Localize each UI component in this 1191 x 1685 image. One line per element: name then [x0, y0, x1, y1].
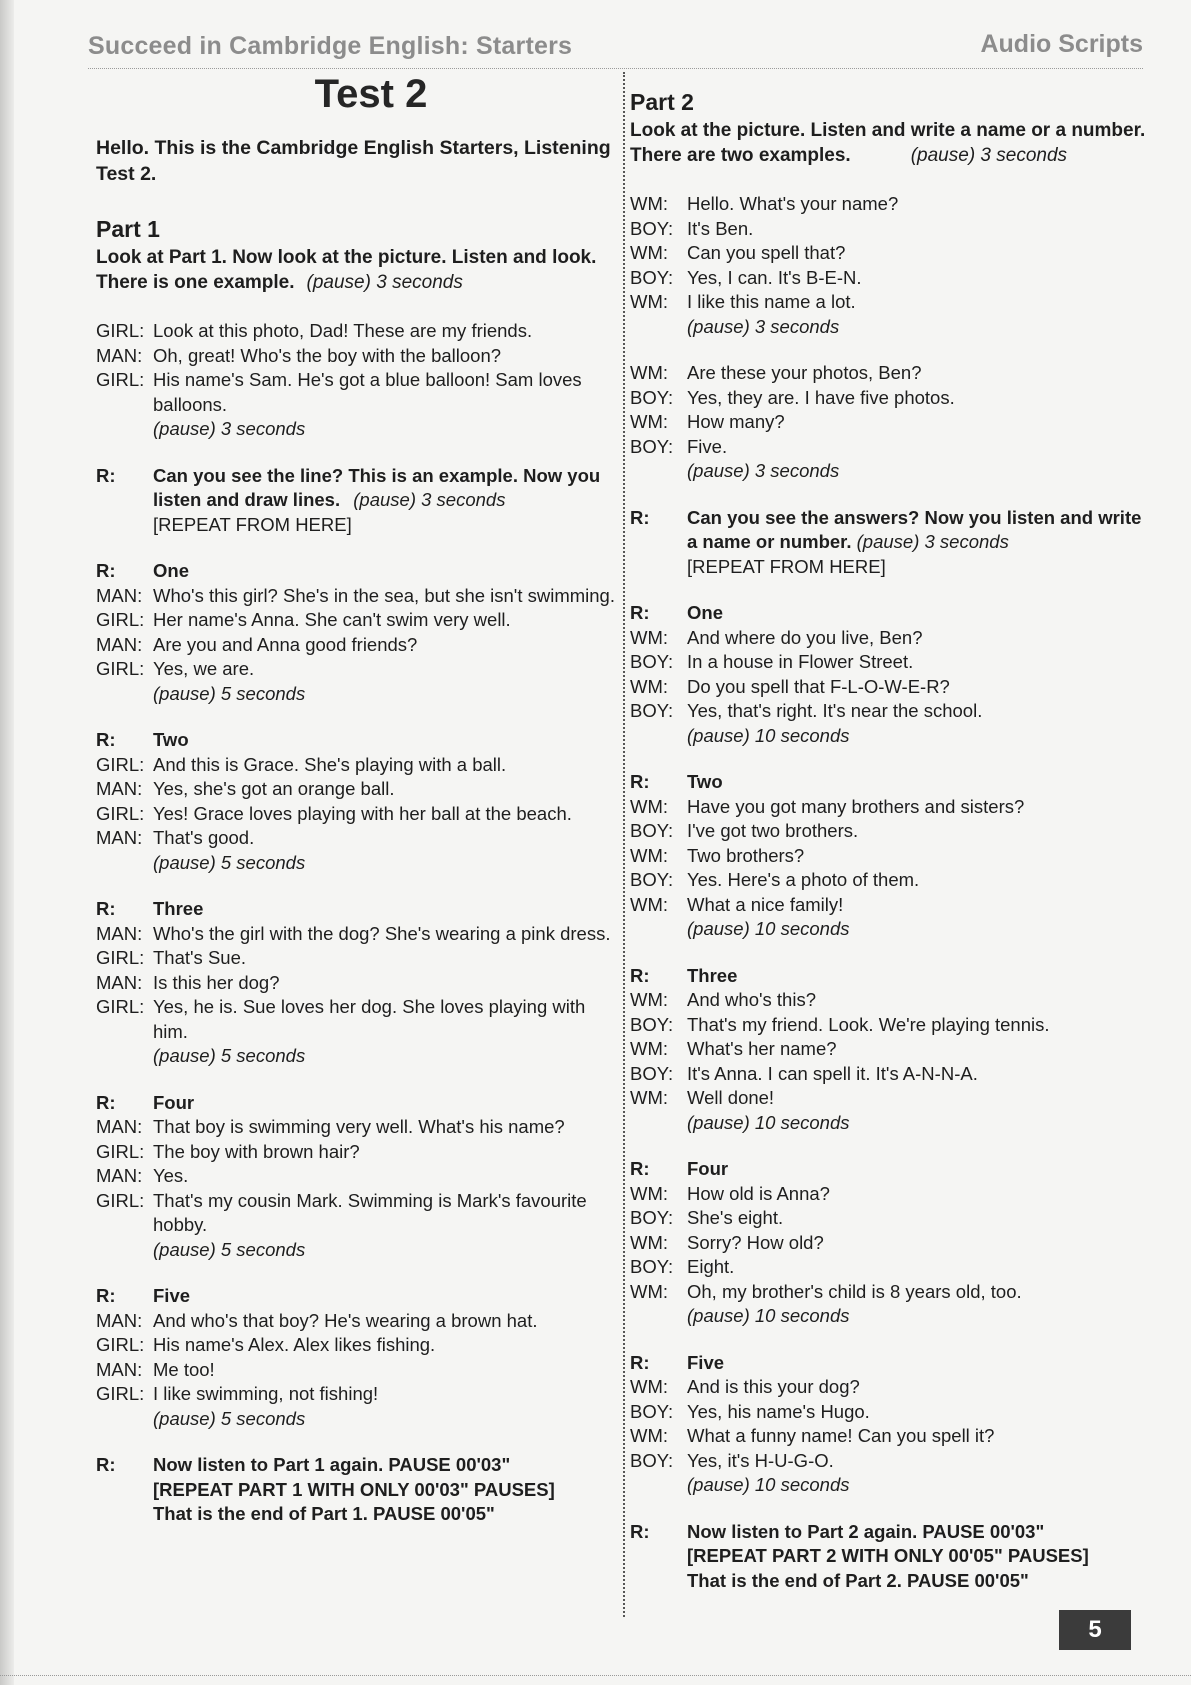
dialogue-line	[96, 608, 616, 633]
speaker-label: WM:	[630, 626, 669, 648]
dialogue-line	[630, 435, 1150, 460]
pause-note: (pause) 3 seconds	[687, 315, 840, 337]
question-block	[630, 601, 1150, 748]
pause-note: (pause) 10 seconds	[687, 1111, 850, 1133]
speaker-label: GIRL:	[96, 1383, 145, 1404]
closing-line: [REPEAT PART 1 WITH ONLY 00'03" PAUSES]	[153, 1478, 555, 1500]
dialogue-line	[96, 826, 616, 851]
speaker-label: R:	[630, 1351, 650, 1373]
speaker-label: GIRL:	[96, 658, 145, 679]
question-heading	[96, 1091, 616, 1116]
dialogue-line	[630, 410, 1150, 435]
dialogue-text: Yes, he is. Sue loves her dog. She loves playing with him.	[153, 996, 586, 1042]
part2-example1	[630, 192, 1150, 339]
speaker-label: MAN:	[96, 827, 143, 848]
dialogue-line	[96, 753, 616, 778]
speaker-label: MAN:	[96, 922, 143, 944]
dialogue-line	[630, 217, 1150, 242]
intro-text: Hello. This is the Cambridge English Starters, Listening Test 2.	[96, 137, 611, 185]
speaker-label: BOY:	[630, 1207, 674, 1228]
part2-instruction	[630, 118, 1150, 168]
pause-note: (pause) 5 seconds	[153, 682, 306, 704]
speaker-label: R:	[96, 464, 116, 486]
pause-note: (pause) 3 seconds	[153, 418, 306, 439]
speaker-label: BOY:	[630, 217, 674, 239]
dialogue-text: And where do you live, Ben?	[687, 626, 923, 648]
speaker-label: R:	[630, 1520, 650, 1542]
dialogue-text: In a house in Flower Street.	[687, 651, 914, 672]
pause-note: (pause) 5 seconds	[153, 1045, 306, 1066]
part1-r-instruction	[96, 464, 616, 538]
dialogue-line	[630, 795, 1150, 820]
pause-note: (pause) 3 seconds	[353, 489, 506, 510]
speaker-label: WM:	[630, 1087, 669, 1108]
question-title: Three	[153, 898, 204, 919]
dialogue-text: Two brothers?	[687, 844, 805, 866]
question-heading	[630, 964, 1150, 989]
dialogue-text: That's my friend. Look. We're playing tennis.	[687, 1013, 1050, 1035]
dialogue-text: I like this name a lot.	[687, 291, 856, 312]
dialogue-text: Look at this photo, Dad! These are my friends.	[153, 320, 533, 341]
question-block	[96, 1091, 616, 1263]
question-title: Four	[687, 1158, 729, 1179]
speaker-label: BOY:	[630, 1013, 674, 1035]
bottom-rule	[0, 1675, 1191, 1676]
dialogue-text: Can you spell that?	[687, 242, 846, 263]
question-heading	[96, 728, 616, 753]
dialogue-line	[630, 1255, 1150, 1280]
dialogue-lines	[630, 1375, 1150, 1473]
dialogue-text: Have you got many brothers and sisters?	[687, 795, 1025, 817]
question-block	[630, 964, 1150, 1136]
dialogue-lines	[96, 1115, 616, 1238]
part1-example	[96, 319, 616, 442]
part2-heading: Part 2	[630, 89, 694, 115]
dialogue-line	[630, 1182, 1150, 1207]
dialogue-line	[630, 1424, 1150, 1449]
dialogue-line	[630, 290, 1150, 315]
question-heading	[630, 770, 1150, 795]
r-line	[96, 464, 616, 513]
part1-items	[96, 559, 616, 1431]
speaker-label: MAN:	[96, 1165, 143, 1186]
question-title: One	[153, 560, 189, 581]
speaker-label: R:	[630, 506, 650, 528]
dialogue-line	[630, 361, 1150, 386]
dialogue-text: Yes. Here's a photo of them.	[687, 869, 920, 890]
dialogue-text: I like swimming, not fishing!	[153, 1383, 379, 1404]
dialogue-text: Is this her dog?	[153, 971, 280, 993]
question-title: Two	[687, 771, 723, 792]
part1-instruction	[96, 245, 616, 295]
dialogue-text: Well done!	[687, 1087, 775, 1108]
question-block	[96, 559, 616, 706]
dialogue-text: It's Anna. I can spell it. It's A-N-N-A.	[687, 1062, 978, 1084]
dialogue-line	[96, 368, 616, 417]
dialogue-text: And who's that boy? He's wearing a brown hat.	[153, 1309, 538, 1331]
dialogue-line	[96, 1333, 616, 1358]
dialogue-lines	[630, 192, 1150, 315]
repeat-note: [REPEAT FROM HERE]	[687, 555, 886, 577]
dialogue-line	[630, 1231, 1150, 1256]
dialogue-line	[630, 1375, 1150, 1400]
dialogue-line	[630, 868, 1150, 893]
dialogue-lines	[96, 584, 616, 682]
speaker-label: MAN:	[96, 971, 143, 993]
dialogue-text: What a funny name! Can you spell it?	[687, 1425, 995, 1446]
speaker-label: WM:	[630, 291, 669, 312]
part1-closing	[96, 1453, 616, 1527]
part2-instruction-pause: (pause) 3 seconds	[910, 145, 1068, 166]
right-column	[630, 72, 1150, 1615]
part2-closing	[630, 1520, 1150, 1594]
speaker-label: BOY:	[630, 1449, 674, 1471]
pause-note: (pause) 10 seconds	[687, 1474, 850, 1495]
closing-line: [REPEAT PART 2 WITH ONLY 00'05" PAUSES]	[687, 1545, 1089, 1566]
dialogue-text: Her name's Anna. She can't swim very well.	[153, 609, 511, 630]
column-divider	[623, 72, 625, 1617]
speaker-label: BOY:	[630, 1256, 674, 1277]
speaker-label: GIRL:	[96, 320, 145, 341]
speaker-label: BOY:	[630, 1400, 674, 1422]
speaker-label: WM:	[630, 1425, 669, 1446]
dialogue-line	[96, 922, 616, 947]
dialogue-line	[630, 1206, 1150, 1231]
dialogue-text: That boy is swimming very well. What's his name?	[153, 1116, 565, 1137]
dialogue-text: Do you spell that F-L-O-W-E-R?	[687, 675, 950, 697]
pause-note: (pause) 3 seconds	[856, 531, 1009, 552]
speaker-label: WM:	[630, 893, 669, 915]
dialogue-text: Yes.	[153, 1165, 189, 1186]
dialogue-text: Yes, they are. I have five photos.	[687, 386, 955, 408]
speaker-label: MAN:	[96, 1116, 143, 1137]
speaker-label: MAN:	[96, 778, 143, 799]
dialogue-text: Yes, she's got an orange ball.	[153, 778, 395, 799]
dialogue-line	[96, 584, 616, 609]
speaker-label: GIRL:	[96, 802, 145, 824]
dialogue-line	[630, 1280, 1150, 1305]
dialogue-text: Hello. What's your name?	[687, 193, 899, 214]
dialogue-line	[96, 1115, 616, 1140]
r-line	[630, 1520, 1150, 1594]
page-number: 5	[1059, 1610, 1131, 1650]
speaker-label: WM:	[630, 1376, 669, 1397]
speaker-label: MAN:	[96, 1309, 143, 1331]
speaker-label: R:	[630, 771, 650, 792]
dialogue-text: It's Ben.	[687, 217, 754, 239]
question-heading	[96, 559, 616, 584]
dialogue-line	[630, 1086, 1150, 1111]
dialogue-line	[630, 1449, 1150, 1474]
dialogue-text: I've got two brothers.	[687, 820, 859, 841]
dialogue-line	[630, 988, 1150, 1013]
dialogue-text: That's Sue.	[153, 947, 246, 968]
dialogue-line	[96, 1164, 616, 1189]
dialogue-text: Yes, I can. It's B-E-N.	[687, 266, 862, 288]
speaker-label: MAN:	[96, 633, 143, 655]
dialogue-line	[96, 1358, 616, 1383]
dialogue-line	[96, 1189, 616, 1238]
repeat-note: [REPEAT FROM HERE]	[153, 513, 352, 535]
dialogue-line	[630, 626, 1150, 651]
speaker-label: WM:	[630, 1038, 669, 1059]
dialogue-text: And is this your dog?	[687, 1376, 860, 1397]
dialogue-line	[630, 192, 1150, 217]
pause-note: (pause) 5 seconds	[153, 1238, 306, 1260]
dialogue-line	[96, 1140, 616, 1165]
speaker-label: BOY:	[630, 1062, 674, 1084]
question-title: Four	[153, 1091, 195, 1113]
part2-example2	[630, 361, 1150, 484]
speaker-label: WM:	[630, 795, 669, 817]
dialogue-line	[96, 633, 616, 658]
dialogue-text: Eight.	[687, 1256, 735, 1277]
dialogue-line	[630, 1013, 1150, 1038]
dialogue-text: His name's Alex. Alex likes fishing.	[153, 1334, 436, 1355]
speaker-label: BOY:	[630, 651, 674, 672]
speaker-label: MAN:	[96, 1358, 143, 1380]
part2-items	[630, 601, 1150, 1498]
speaker-label: R:	[96, 1285, 116, 1306]
question-heading	[96, 897, 616, 922]
question-heading	[630, 1351, 1150, 1376]
dialogue-lines	[630, 795, 1150, 918]
speaker-label: GIRL:	[96, 1189, 145, 1211]
pause-note: (pause) 10 seconds	[687, 724, 850, 746]
speaker-label: BOY:	[630, 386, 674, 408]
speaker-label: GIRL:	[96, 1140, 145, 1162]
dialogue-line	[630, 266, 1150, 291]
dialogue-text: Oh, my brother's child is 8 years old, too.	[687, 1280, 1022, 1302]
dialogue-lines	[630, 361, 1150, 459]
dialogue-lines	[630, 1182, 1150, 1305]
dialogue-text: Oh, great! Who's the boy with the balloon?	[153, 344, 502, 366]
dialogue-text: And who's this?	[687, 989, 816, 1010]
dialogue-line	[96, 802, 616, 827]
r-line	[630, 506, 1150, 555]
speaker-label: BOY:	[630, 869, 674, 890]
question-title: Two	[153, 729, 189, 750]
question-heading	[630, 601, 1150, 626]
speaker-label: BOY:	[630, 820, 674, 841]
dialogue-text: Yes, his name's Hugo.	[687, 1400, 870, 1422]
dialogue-lines	[96, 753, 616, 851]
dialogue-text: And this is Grace. She's playing with a ball.	[153, 753, 507, 775]
dialogue-line	[96, 657, 616, 682]
dialogue-lines	[96, 319, 616, 417]
dialogue-line	[630, 819, 1150, 844]
speaker-label: WM:	[630, 1280, 669, 1302]
dialogue-text: The boy with brown hair?	[153, 1140, 360, 1162]
series-title: Succeed in Cambridge English: Starters	[88, 32, 573, 60]
dialogue-text: Yes, it's H-U-G-O.	[687, 1449, 834, 1471]
speaker-label: R:	[96, 560, 116, 581]
dialogue-line	[96, 1309, 616, 1334]
pause-note: (pause) 5 seconds	[153, 1407, 306, 1429]
dialogue-line	[96, 946, 616, 971]
test-title: Test 2	[314, 72, 428, 116]
speaker-label: WM:	[630, 989, 669, 1010]
dialogue-text: How old is Anna?	[687, 1182, 830, 1204]
question-title: One	[687, 602, 723, 623]
left-column	[96, 72, 616, 1549]
pause-note: (pause) 3 seconds	[687, 460, 840, 481]
dialogue-text: Yes, that's right. It's near the school.	[687, 700, 983, 721]
speaker-label: BOY:	[630, 266, 674, 288]
section-title: Audio Scripts	[980, 30, 1143, 58]
dialogue-line	[96, 995, 616, 1044]
dialogue-line	[96, 1382, 616, 1407]
dialogue-line	[630, 844, 1150, 869]
dialogue-text: Yes! Grace loves playing with her ball at the beach.	[153, 802, 572, 824]
speaker-label: R:	[96, 729, 116, 750]
question-block	[630, 770, 1150, 942]
part2-instruction-text: Look at the picture. Listen and write a name or a number. There are two examples.	[630, 120, 1146, 166]
speaker-label: GIRL:	[96, 947, 145, 968]
speaker-label: WM:	[630, 675, 669, 697]
speaker-label: GIRL:	[96, 609, 145, 630]
speaker-label: BOY:	[630, 700, 674, 721]
question-block	[96, 897, 616, 1069]
dialogue-text: His name's Sam. He's got a blue balloon! Sam loves balloons.	[153, 369, 582, 415]
dialogue-text: Five.	[687, 435, 728, 457]
question-heading	[630, 1157, 1150, 1182]
speaker-label: WM:	[630, 362, 669, 383]
dialogue-text: Are these your photos, Ben?	[687, 362, 922, 383]
pause-note: (pause) 10 seconds	[687, 1305, 850, 1326]
dialogue-line	[630, 1400, 1150, 1425]
speaker-label: WM:	[630, 1182, 669, 1204]
dialogue-text: What's her name?	[687, 1038, 837, 1059]
dialogue-lines	[630, 988, 1150, 1111]
dialogue-text: Who's this girl? She's in the sea, but she isn't swimming.	[153, 584, 615, 606]
dialogue-line	[630, 893, 1150, 918]
speaker-label: R:	[630, 602, 650, 623]
speaker-label: WM:	[630, 1231, 669, 1253]
dialogue-text: That's my cousin Mark. Swimming is Mark's favourite hobby.	[153, 1189, 587, 1235]
dialogue-line	[630, 650, 1150, 675]
question-title: Five	[687, 1351, 725, 1373]
speaker-label: R:	[630, 1158, 650, 1179]
part1-instruction-pause: (pause) 3 seconds	[306, 272, 463, 293]
speaker-label: WM:	[630, 844, 669, 866]
closing-line: That is the end of Part 1. PAUSE 00'05"	[153, 1503, 495, 1524]
dialogue-text: She's eight.	[687, 1207, 784, 1228]
dialogue-line	[96, 777, 616, 802]
speaker-label: R:	[96, 1091, 116, 1113]
question-title: Three	[687, 964, 738, 986]
dialogue-text: What a nice family!	[687, 893, 844, 915]
dialogue-text: Are you and Anna good friends?	[153, 633, 418, 655]
dialogue-text: Sorry? How old?	[687, 1231, 824, 1253]
dialogue-text: Who's the girl with the dog? She's wearing a pink dress.	[153, 922, 611, 944]
dialogue-line	[630, 699, 1150, 724]
dialogue-line	[630, 241, 1150, 266]
speaker-label: GIRL:	[96, 369, 145, 390]
r-text: Can you see the line? This is an example. Now you listen and draw lines.	[153, 464, 601, 510]
question-block	[630, 1157, 1150, 1329]
speaker-label: GIRL:	[96, 996, 145, 1017]
dialogue-line	[96, 319, 616, 344]
part1-heading: Part 1	[96, 216, 160, 242]
dialogue-line	[96, 971, 616, 996]
speaker-label: GIRL:	[96, 1334, 145, 1355]
speaker-label: R:	[96, 898, 116, 919]
dialogue-text: That's good.	[153, 827, 255, 848]
speaker-label: WM:	[630, 411, 669, 432]
pause-note: (pause) 5 seconds	[153, 851, 306, 873]
speaker-label: WM:	[630, 242, 669, 263]
dialogue-lines	[96, 922, 616, 1045]
question-block	[630, 1351, 1150, 1498]
question-heading	[96, 1284, 616, 1309]
dialogue-text: How many?	[687, 411, 785, 432]
speaker-label: MAN:	[96, 344, 143, 366]
page-header	[88, 28, 1143, 69]
r-line	[96, 1453, 616, 1527]
dialogue-text: Yes, we are.	[153, 658, 255, 679]
dialogue-lines	[630, 626, 1150, 724]
closing-line: That is the end of Part 2. PAUSE 00'05"	[687, 1569, 1029, 1591]
dialogue-line	[630, 386, 1150, 411]
part1-instruction-text: Look at Part 1. Now look at the picture. Listen and look. There is one example.	[96, 247, 597, 293]
speaker-label: WM:	[630, 193, 669, 214]
dialogue-line	[630, 1037, 1150, 1062]
dialogue-line	[630, 675, 1150, 700]
scan-edge	[0, 0, 14, 1685]
dialogue-lines	[96, 1309, 616, 1407]
question-title: Five	[153, 1285, 191, 1306]
speaker-label: GIRL:	[96, 753, 145, 775]
pause-note: (pause) 10 seconds	[687, 918, 850, 939]
question-block	[96, 1284, 616, 1431]
dialogue-line	[630, 1062, 1150, 1087]
closing-line: Now listen to Part 1 again. PAUSE 00'03"	[153, 1454, 511, 1475]
part2-r-instruction	[630, 506, 1150, 580]
question-block	[96, 728, 616, 875]
speaker-label: R:	[630, 964, 650, 986]
closing-line: Now listen to Part 2 again. PAUSE 00'03"	[687, 1520, 1045, 1542]
dialogue-text: Me too!	[153, 1358, 215, 1380]
speaker-label: BOY:	[630, 435, 674, 457]
speaker-label: R:	[96, 1454, 116, 1475]
dialogue-line	[96, 344, 616, 369]
r-text: Can you see the answers? Now you listen and write a name or number.	[687, 506, 1142, 552]
speaker-label: MAN:	[96, 584, 143, 606]
